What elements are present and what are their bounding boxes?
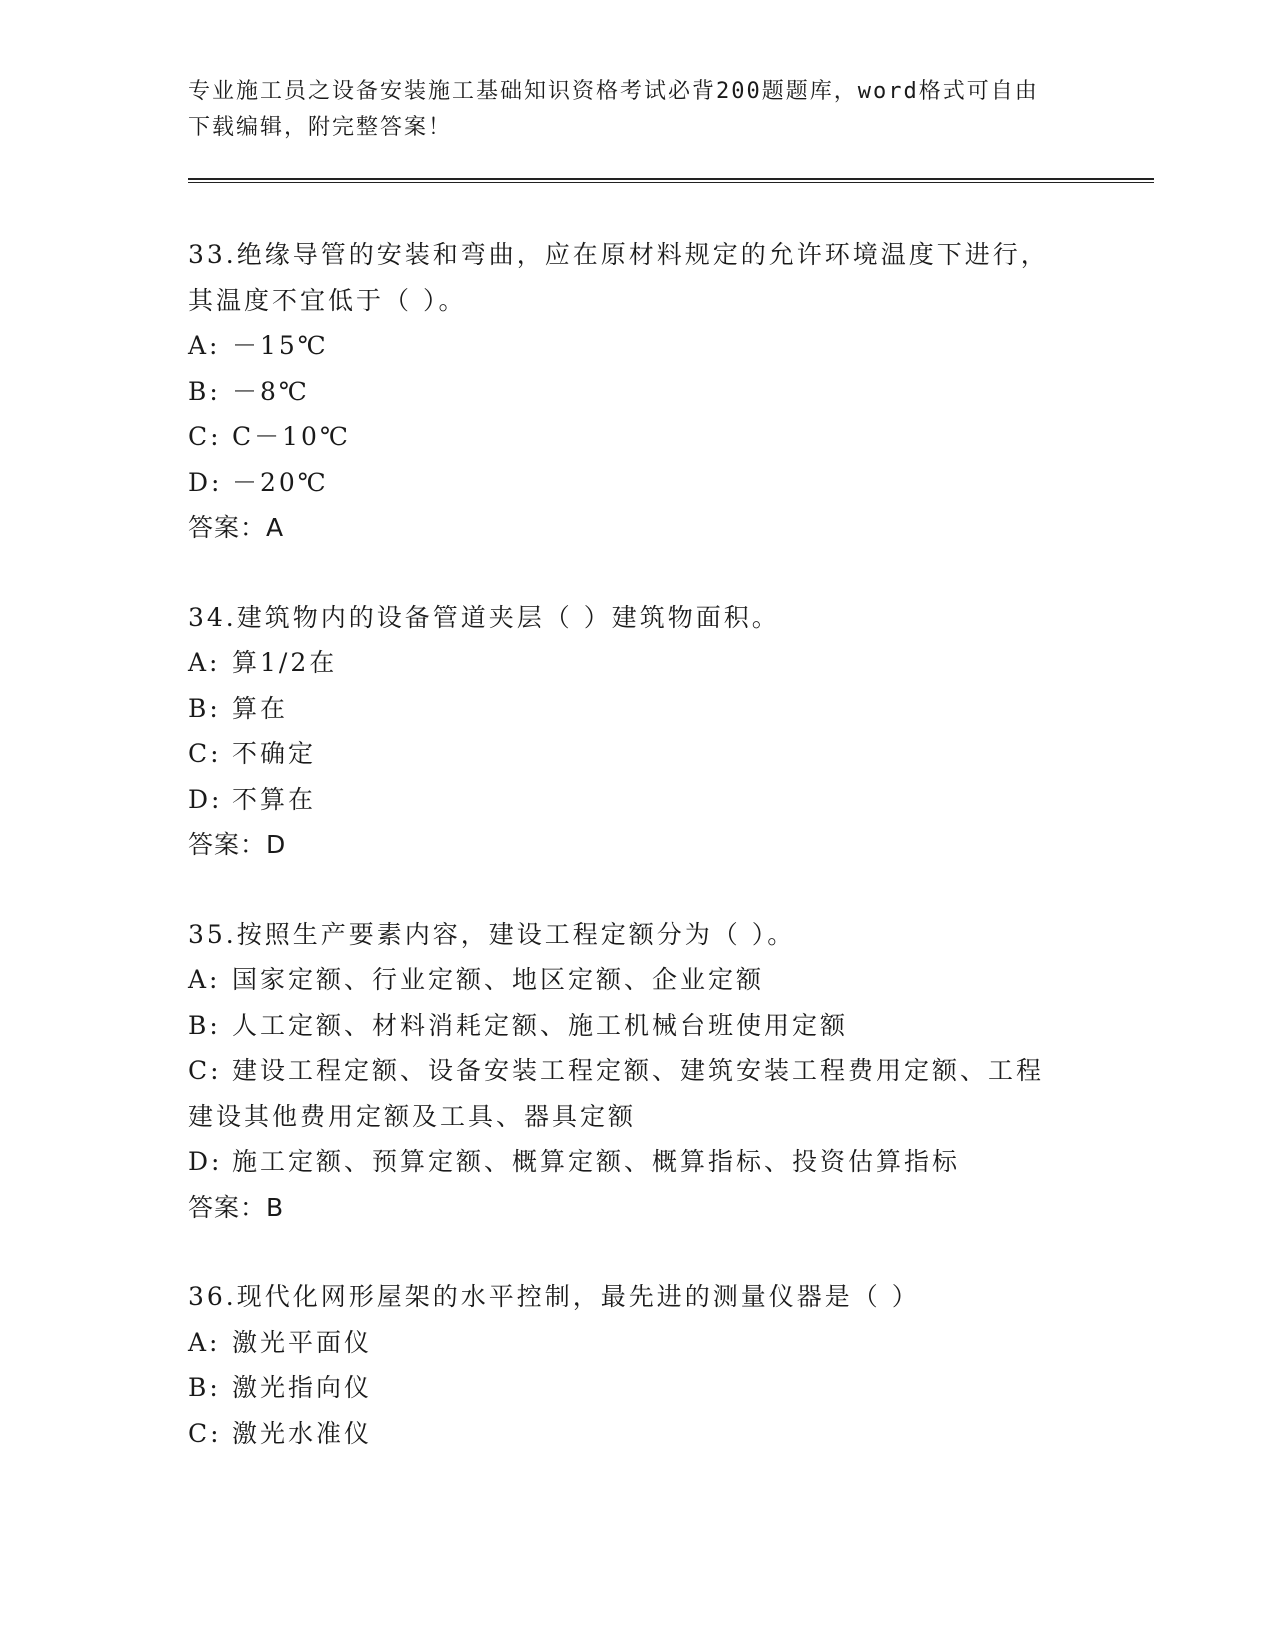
question-35 bbox=[188, 912, 1088, 1231]
answer-label: 答案：B bbox=[188, 1192, 285, 1222]
header-divider bbox=[188, 178, 1154, 183]
option-d bbox=[188, 1139, 1088, 1185]
option-c bbox=[188, 1411, 1088, 1457]
option-text: 人工定额、材料消耗定额、施工机械台班使用定额 bbox=[232, 1010, 849, 1040]
option-text: 激光指向仪 bbox=[232, 1373, 373, 1402]
question-stem-line-2: 其温度不宜低于（ ）。 bbox=[188, 285, 467, 315]
question-stem-line-1: 35.按照生产要素内容，建设工程定额分为（ ）。 bbox=[188, 919, 796, 949]
option-text: 激光平面仪 bbox=[232, 1327, 373, 1357]
option-b bbox=[188, 369, 1088, 415]
option-text: －15℃ bbox=[232, 331, 329, 360]
option-a bbox=[188, 640, 1088, 686]
option-b bbox=[188, 1003, 1088, 1049]
header-title-line-2: 下载编辑，附完整答案！ bbox=[188, 115, 453, 140]
option-b bbox=[188, 686, 1088, 732]
option-key: C: bbox=[188, 739, 222, 768]
option-text: 施工定额、预算定额、概算定额、概算指标、投资估算指标 bbox=[232, 1147, 961, 1176]
option-key: A: bbox=[188, 965, 221, 994]
option-key: C: bbox=[188, 422, 222, 451]
option-text: 算1/2在 bbox=[232, 648, 338, 677]
question-stem-line-1: 33.绝缘导管的安装和弯曲，应在原材料规定的允许环境温度下进行， bbox=[188, 240, 1049, 269]
option-text: －8℃ bbox=[232, 376, 310, 406]
question-stem-line-1: 36.现代化网形屋架的水平控制，最先进的测量仪器是（ ） bbox=[188, 1282, 920, 1311]
option-key: B: bbox=[188, 1010, 221, 1040]
answer-label: 答案：A bbox=[188, 513, 285, 542]
question-stem-line-1: 34.建筑物内的设备管道夹层（ ）建筑物面积。 bbox=[188, 602, 780, 632]
option-c bbox=[188, 1048, 1088, 1094]
option-text: 不算在 bbox=[232, 784, 317, 814]
option-text: 国家定额、行业定额、地区定额、企业定额 bbox=[232, 965, 765, 994]
option-d bbox=[188, 777, 1088, 823]
option-c bbox=[188, 731, 1088, 777]
option-a bbox=[188, 323, 1088, 369]
document-header bbox=[188, 74, 1088, 146]
option-b bbox=[188, 1365, 1088, 1411]
option-key: D: bbox=[188, 467, 223, 497]
option-text: C－10℃ bbox=[232, 422, 351, 451]
option-key: A: bbox=[188, 648, 221, 677]
option-c-continued: 建设其他费用定额及工具、器具定额 bbox=[188, 1101, 637, 1131]
option-text: 不确定 bbox=[232, 739, 317, 768]
option-key: C: bbox=[188, 1418, 222, 1448]
option-key: D: bbox=[188, 784, 223, 814]
question-list bbox=[188, 232, 1088, 1500]
option-text: 激光水准仪 bbox=[232, 1418, 373, 1448]
option-c bbox=[188, 414, 1088, 460]
option-text: 算在 bbox=[232, 693, 289, 723]
option-a bbox=[188, 1320, 1088, 1366]
question-33 bbox=[188, 232, 1088, 551]
option-key: B: bbox=[188, 1373, 221, 1402]
option-text: 建设工程定额、设备安装工程定额、建筑安装工程费用定额、工程 bbox=[232, 1056, 1045, 1085]
option-a bbox=[188, 957, 1088, 1003]
option-key: B: bbox=[188, 693, 221, 723]
question-36 bbox=[188, 1274, 1088, 1456]
question-34 bbox=[188, 595, 1088, 868]
option-key: B: bbox=[188, 376, 221, 406]
option-key: A: bbox=[188, 331, 221, 360]
answer-label: 答案：D bbox=[188, 830, 287, 859]
header-title-line-1: 专业施工员之设备安装施工基础知识资格考试必背200题题库，word格式可自由 bbox=[188, 79, 1039, 104]
option-key: A: bbox=[188, 1327, 221, 1357]
option-text: －20℃ bbox=[232, 467, 329, 497]
option-key: C: bbox=[188, 1056, 222, 1085]
option-key: D: bbox=[188, 1147, 223, 1176]
option-d bbox=[188, 460, 1088, 506]
